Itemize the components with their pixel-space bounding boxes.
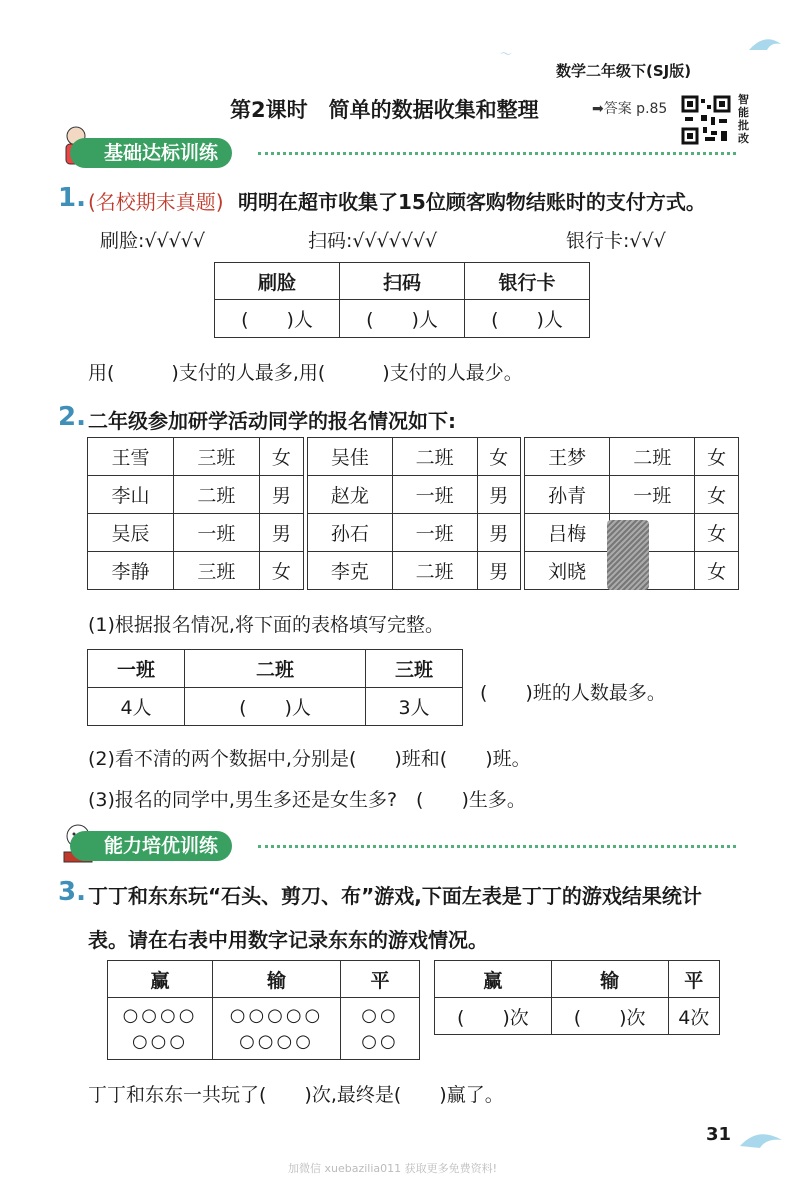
tally-circles: ○○○○○ ○○○○ xyxy=(213,998,341,1060)
table-header: 三班 xyxy=(366,650,463,688)
tally-scan: 扫码:√√√√√√√ xyxy=(308,230,438,252)
table-header: 输 xyxy=(213,961,341,998)
table-cell: 女 xyxy=(695,476,739,514)
table-header: 银行卡 xyxy=(465,263,590,300)
table-header: 平 xyxy=(668,961,719,998)
qr-code-icon[interactable] xyxy=(681,95,731,145)
table-cell: 李克 xyxy=(308,552,393,590)
payment-table xyxy=(214,262,590,338)
class-count-table xyxy=(87,649,463,726)
lesson-title: 第2课时 简单的数据收集和整理 xyxy=(230,98,539,122)
table-cell: 刘晓 xyxy=(525,552,610,590)
page-number: 31 xyxy=(706,1124,732,1145)
table-cell: 吴佳 xyxy=(308,438,393,476)
table-header: 平 xyxy=(341,961,420,998)
table-cell: 三班 xyxy=(173,552,259,590)
table-header: 二班 xyxy=(184,650,365,688)
question-text: 丁丁和东东玩“石头、剪刀、布”游戏,下面左表是丁丁的游戏结果统计 xyxy=(88,884,702,908)
table-cell: 女 xyxy=(259,552,303,590)
answer-blank[interactable]: ( )人 xyxy=(340,300,465,338)
question-text: 二年级参加研学活动同学的报名情况如下: xyxy=(88,409,456,433)
question-prompt[interactable]: 丁丁和东东一共玩了( )次,最终是( )赢了。 xyxy=(88,1084,504,1106)
dongdong-result-table xyxy=(434,960,720,1035)
dingding-result-table xyxy=(107,960,420,1060)
table-header: 输 xyxy=(551,961,668,998)
table-cell: 一班 xyxy=(392,514,477,552)
subquestion-3[interactable]: (3)报名的同学中,男生多还是女生多? ( )生多。 xyxy=(88,789,526,811)
table-cell: 女 xyxy=(259,438,303,476)
qr-label: 智 能 批 改 xyxy=(738,93,749,145)
answer-blank[interactable]: ( )人 xyxy=(215,300,340,338)
table-header: 扫码 xyxy=(340,263,465,300)
question-number: 2. xyxy=(58,402,86,432)
table-cell: 女 xyxy=(477,438,521,476)
table-cell: 二班 xyxy=(392,438,477,476)
subquestion-2[interactable]: (2)看不清的两个数据中,分别是( )班和( )班。 xyxy=(88,748,531,770)
section-banner-advanced: 能力培优训练 xyxy=(70,831,232,861)
table-cell: 女 xyxy=(695,514,739,552)
question-text: 表。请在右表中用数字记录东东的游戏情况。 xyxy=(88,928,488,952)
table-cell: 男 xyxy=(477,552,521,590)
tally-face: 刷脸:√√√√√ xyxy=(100,230,205,252)
question-text: 明明在超市收集了15位顾客购物结账时的支付方式。 xyxy=(238,190,706,214)
table-cell: 4人 xyxy=(88,688,185,726)
answer-blank[interactable]: ( )人 xyxy=(465,300,590,338)
table-cell: 李静 xyxy=(88,552,174,590)
table-cell: 吕梅 xyxy=(525,514,610,552)
table-cell: 一班 xyxy=(173,514,259,552)
table-header: 刷脸 xyxy=(215,263,340,300)
table-cell: 李山 xyxy=(88,476,174,514)
table-cell: 4次 xyxy=(668,998,719,1035)
answer-reference[interactable]: ➡答案 p.85 xyxy=(592,101,668,117)
table-cell: 孙石 xyxy=(308,514,393,552)
question-tag: (名校期末真题) xyxy=(88,190,224,214)
table-cell: 赵龙 xyxy=(308,476,393,514)
table-cell: 3人 xyxy=(366,688,463,726)
table-cell: 一班 xyxy=(392,476,477,514)
table-cell: 二班 xyxy=(173,476,259,514)
roster-table-1 xyxy=(87,437,304,590)
tally-circles: ○○ ○○ xyxy=(341,998,420,1060)
table-cell: 吴辰 xyxy=(88,514,174,552)
watermark: 加微信 xuebazilia011 获取更多免费资料! xyxy=(288,1162,498,1175)
table-cell: 一班 xyxy=(610,476,695,514)
table-cell: 二班 xyxy=(392,552,477,590)
question-number: 1. xyxy=(58,183,86,213)
section-divider xyxy=(258,152,736,155)
table-header: 赢 xyxy=(435,961,552,998)
table-cell: 男 xyxy=(477,476,521,514)
dolphin-icon: 〜 xyxy=(500,47,513,61)
table-cell: 女 xyxy=(695,552,739,590)
question-prompt[interactable]: 用( )支付的人最多,用( )支付的人最少。 xyxy=(88,362,523,384)
answer-blank[interactable]: ( )人 xyxy=(184,688,365,726)
roster-table-2 xyxy=(307,437,521,590)
table-cell: 孙青 xyxy=(525,476,610,514)
table-header: 赢 xyxy=(108,961,213,998)
ink-smudge xyxy=(607,520,649,590)
tally-bank-card: 银行卡:√√√ xyxy=(566,230,666,252)
table-cell: 三班 xyxy=(173,438,259,476)
subquestion-1-answer[interactable]: ( )班的人数最多。 xyxy=(480,682,666,704)
table-cell: 男 xyxy=(259,476,303,514)
answer-blank[interactable]: ( )次 xyxy=(435,998,552,1035)
tally-circles: ○○○○ ○○○ xyxy=(108,998,213,1060)
table-cell: 王梦 xyxy=(525,438,610,476)
section-banner-basic: 基础达标训练 xyxy=(70,138,232,168)
dolphin-icon xyxy=(745,30,785,64)
table-header: 一班 xyxy=(88,650,185,688)
subquestion-1: (1)根据报名情况,将下面的表格填写完整。 xyxy=(88,614,444,636)
section-divider xyxy=(258,845,736,848)
table-cell: 王雪 xyxy=(88,438,174,476)
table-cell: 男 xyxy=(259,514,303,552)
question-number: 3. xyxy=(58,877,86,907)
table-cell: 女 xyxy=(695,438,739,476)
answer-blank[interactable]: ( )次 xyxy=(551,998,668,1035)
table-cell: 男 xyxy=(477,514,521,552)
book-title: 数学二年级下(SJ版) xyxy=(556,62,692,80)
dolphin-icon xyxy=(736,1124,786,1158)
table-cell: 二班 xyxy=(610,438,695,476)
